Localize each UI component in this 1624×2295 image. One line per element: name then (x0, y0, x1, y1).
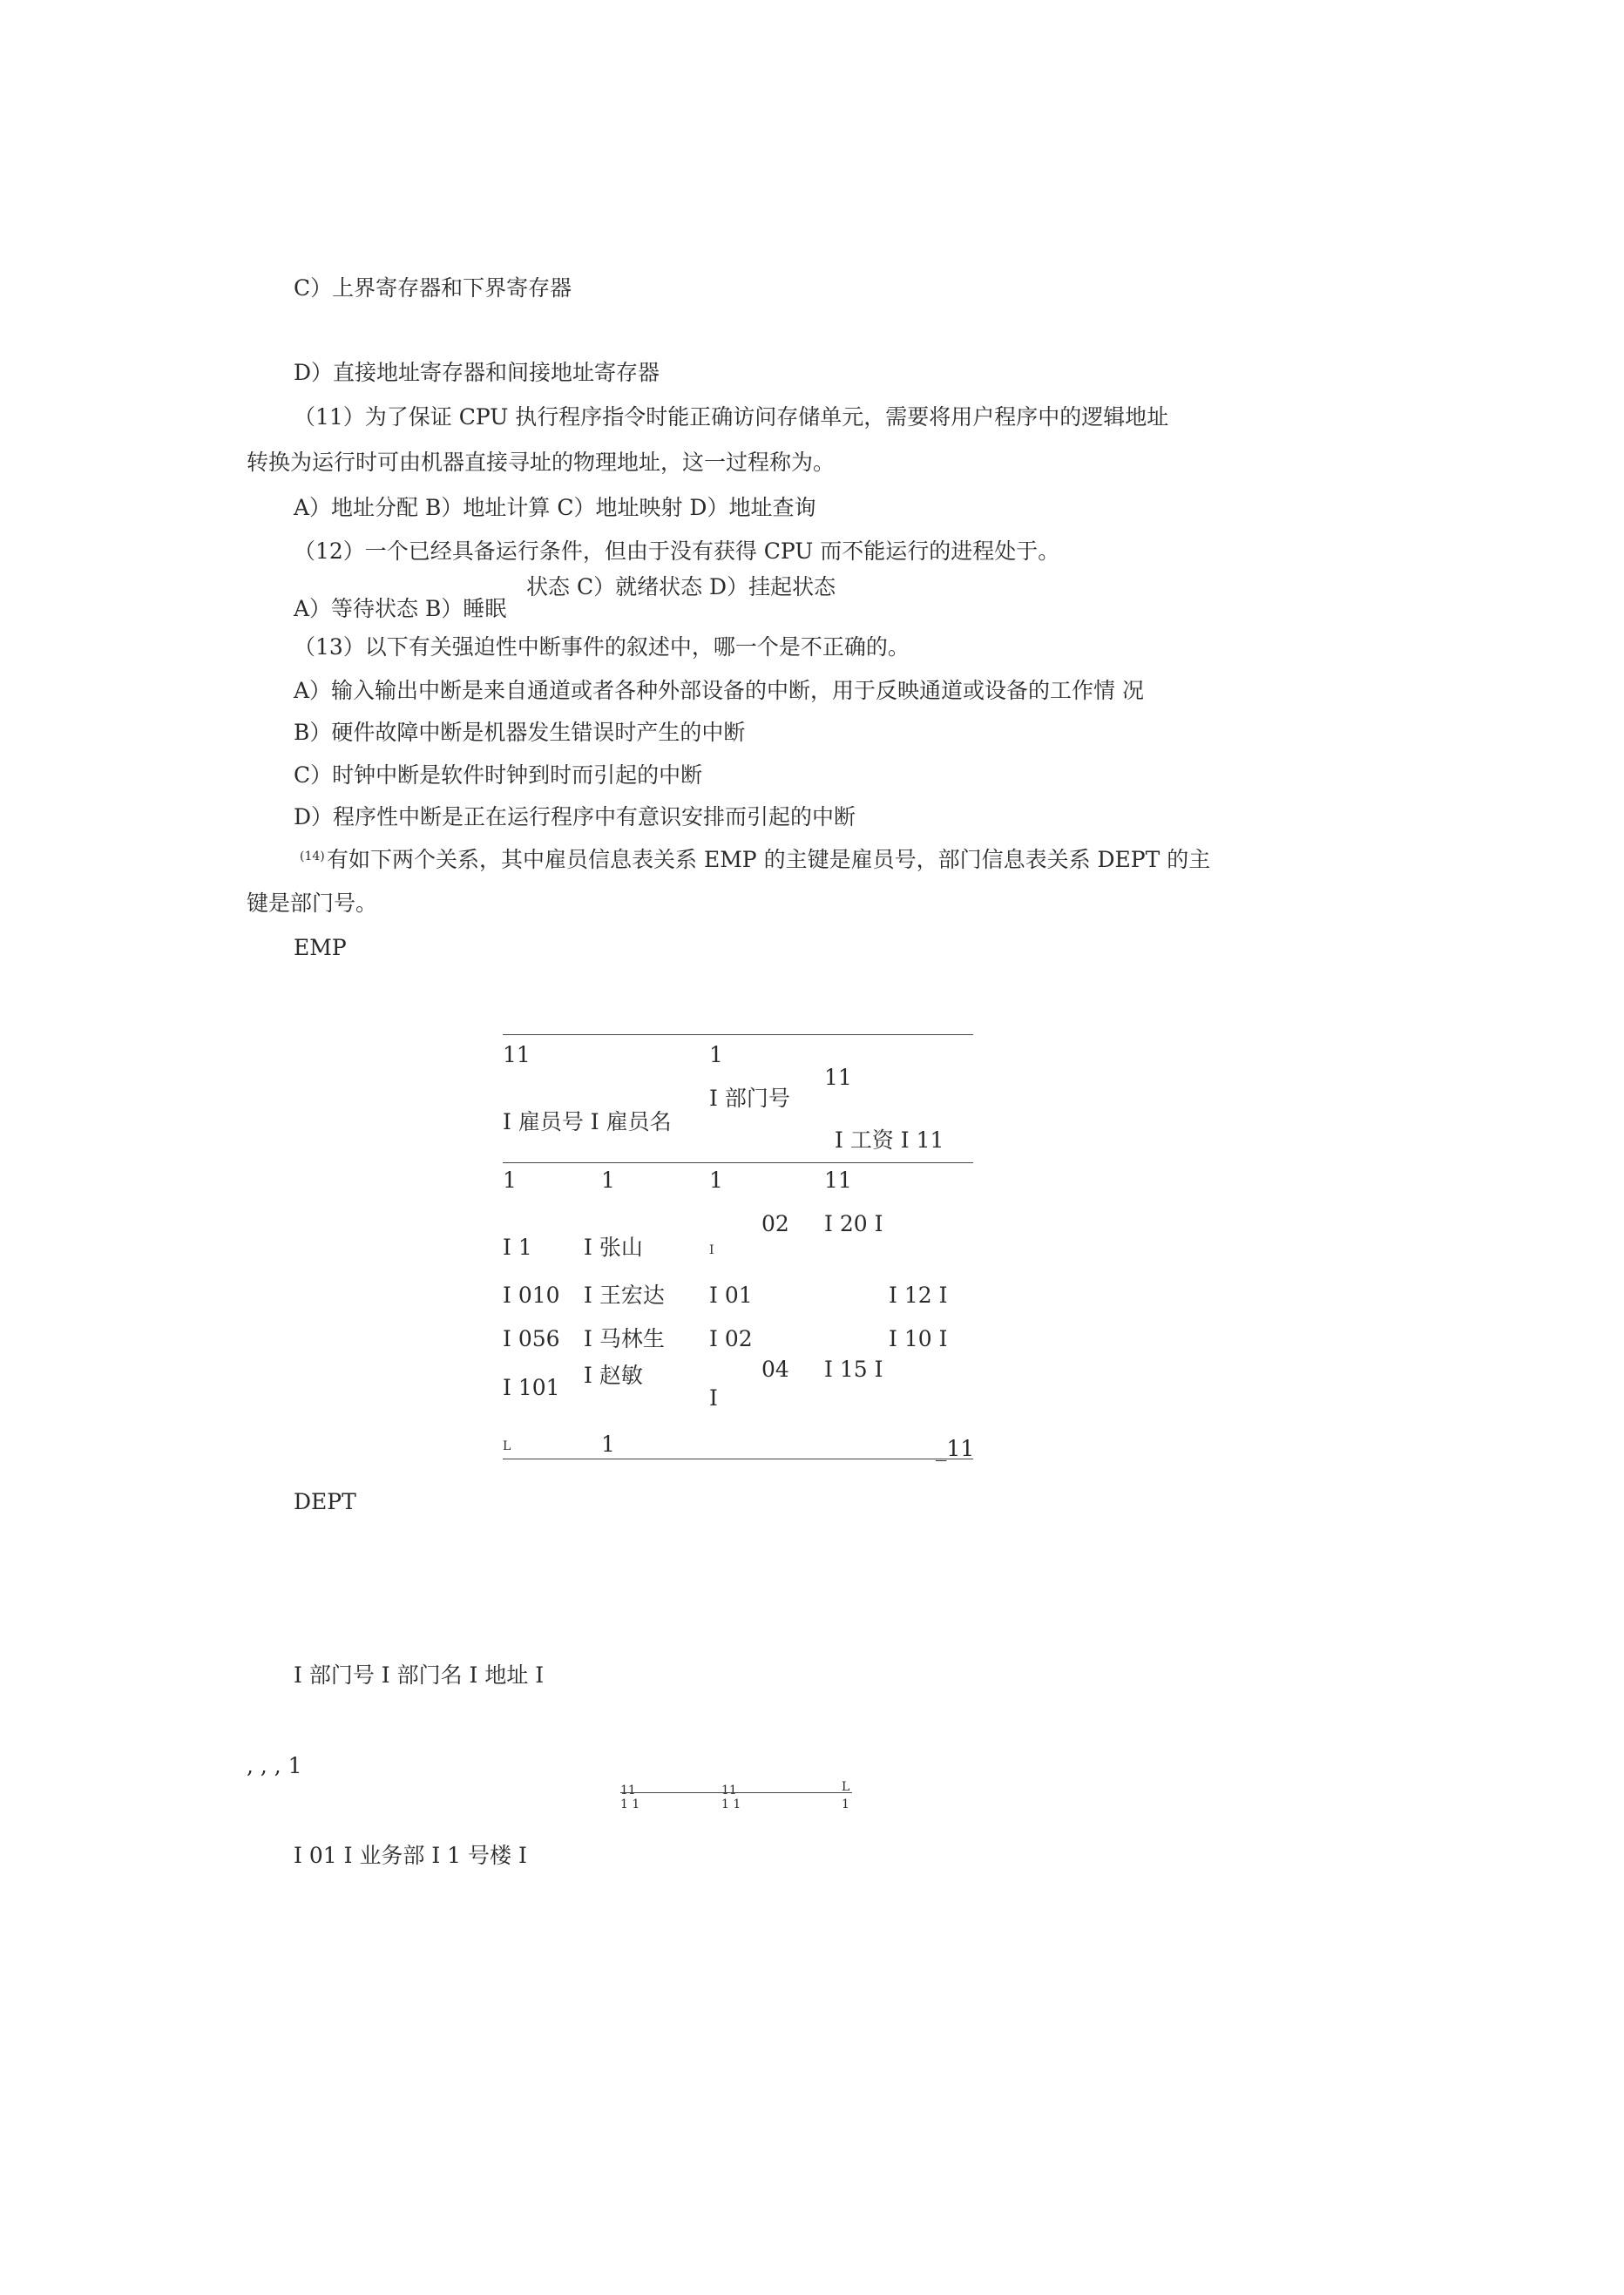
question-13-option-a: A）输入输出中断是来自通道或者各种外部设备的中断，用于反映通道或设备的工作情 况 (294, 678, 1145, 703)
emp-divider-mark: 11 (824, 1168, 852, 1193)
question-13-option-b: B）硬件故障中断是机器发生错误时产生的中断 (294, 720, 746, 745)
emp-header-dept: I 部门号 (709, 1086, 790, 1111)
emp-cell-name: I 张山 (584, 1235, 643, 1260)
emp-cell-name: I 马林生 (584, 1326, 665, 1351)
question-14-line-2: 键是部门号。 (247, 890, 378, 916)
question-13-line: （13）以下有关强迫性中断事件的叙述中，哪一个是不正确的。 (294, 634, 910, 660)
emp-top-mark: 11 (824, 1065, 852, 1090)
emp-cell-id: I 1 (503, 1235, 532, 1260)
emp-cell-id: I 101 (503, 1375, 560, 1400)
emp-cell-id: I 010 (503, 1283, 560, 1308)
emp-header-salary: I 工资 I 11 (835, 1127, 944, 1153)
emp-table-top-rule (503, 1034, 973, 1035)
emp-label: EMP (294, 935, 347, 960)
option-c: C）上界寄存器和下界寄存器 (294, 275, 572, 301)
emp-divider-mark: 1 (503, 1168, 517, 1193)
question-12-options-part-a: A）等待状态 B）睡眠 (294, 596, 507, 621)
question-11-line-2: 转换为运行时可由机器直接寻址的物理地址，这一过程称为。 (247, 450, 836, 475)
emp-cell-salary: I 15 I (824, 1357, 883, 1382)
emp-cell-dept: 04 (761, 1357, 789, 1382)
emp-top-mark: 11 (503, 1042, 531, 1067)
emp-header-employee: I 雇员号 I 雇员名 (503, 1109, 672, 1134)
dept-label: DEPT (294, 1489, 356, 1514)
emp-cell-dept: I 01 (709, 1283, 753, 1308)
emp-bottom-mark: 1 (601, 1432, 615, 1457)
emp-cell-dept-mark: I (709, 1243, 714, 1257)
option-d: D）直接地址寄存器和间接地址寄存器 (294, 360, 660, 385)
dept-rule-mark: 1 (842, 1797, 849, 1811)
dept-left-marks: , , , 1 (247, 1753, 302, 1778)
dept-header: I 部门号 I 部门名 I 地址 I (294, 1662, 545, 1688)
emp-bottom-mark: _11 (936, 1436, 975, 1461)
emp-header-rule (503, 1162, 973, 1163)
question-12-line: （12）一个已经具备运行条件，但由于没有获得 CPU 而不能运行的进程处于。 (294, 538, 1060, 564)
emp-cell-dept: I 02 (709, 1326, 753, 1351)
emp-cell-id: I 056 (503, 1326, 560, 1351)
question-11-options: A）地址分配 B）地址计算 C）地址映射 D）地址查询 (294, 495, 816, 520)
question-11-line-1: （11）为了保证 CPU 执行程序指令时能正确访问存储单元，需要将用户程序中的逻辑地址 (294, 404, 1169, 430)
dept-rule-mark: 11 (620, 1784, 636, 1797)
question-12-options-part-b: 状态 C）就绪状态 D）挂起状态 (526, 574, 836, 599)
dept-rule-mark: 11 (721, 1784, 737, 1797)
emp-cell-name: I 王宏达 (584, 1283, 665, 1308)
dept-row: I 01 I 业务部 I 1 号楼 I (294, 1843, 527, 1868)
emp-bottom-mark: L (503, 1439, 511, 1453)
emp-cell-salary: I 12 I (889, 1283, 948, 1308)
question-13-option-c: C）时钟中断是软件时钟到时而引起的中断 (294, 762, 703, 788)
dept-rule-mark: L (842, 1780, 850, 1794)
emp-top-mark: 1 (709, 1042, 723, 1067)
dept-rule-mark: 1 1 (620, 1797, 640, 1811)
emp-cell-name: I 赵敏 (584, 1363, 643, 1388)
emp-cell-dept: 02 (761, 1211, 789, 1236)
question-13-option-d: D）程序性中断是正在运行程序中有意识安排而引起的中断 (294, 804, 856, 829)
emp-divider-mark: 1 (709, 1168, 723, 1193)
question-14-line-1: 有如下两个关系，其中雇员信息表关系 EMP 的主键是雇员号，部门信息表关系 DEPT 的主 (327, 847, 1211, 872)
dept-rule-mark: 1 1 (721, 1797, 741, 1811)
emp-cell-dept-mark: I (709, 1385, 718, 1411)
emp-cell-salary: I 20 I (824, 1211, 883, 1236)
emp-divider-mark: 1 (601, 1168, 615, 1193)
question-14-number: (14) (300, 850, 325, 863)
emp-cell-salary: I 10 I (889, 1326, 948, 1351)
dept-table-rule (620, 1792, 852, 1793)
